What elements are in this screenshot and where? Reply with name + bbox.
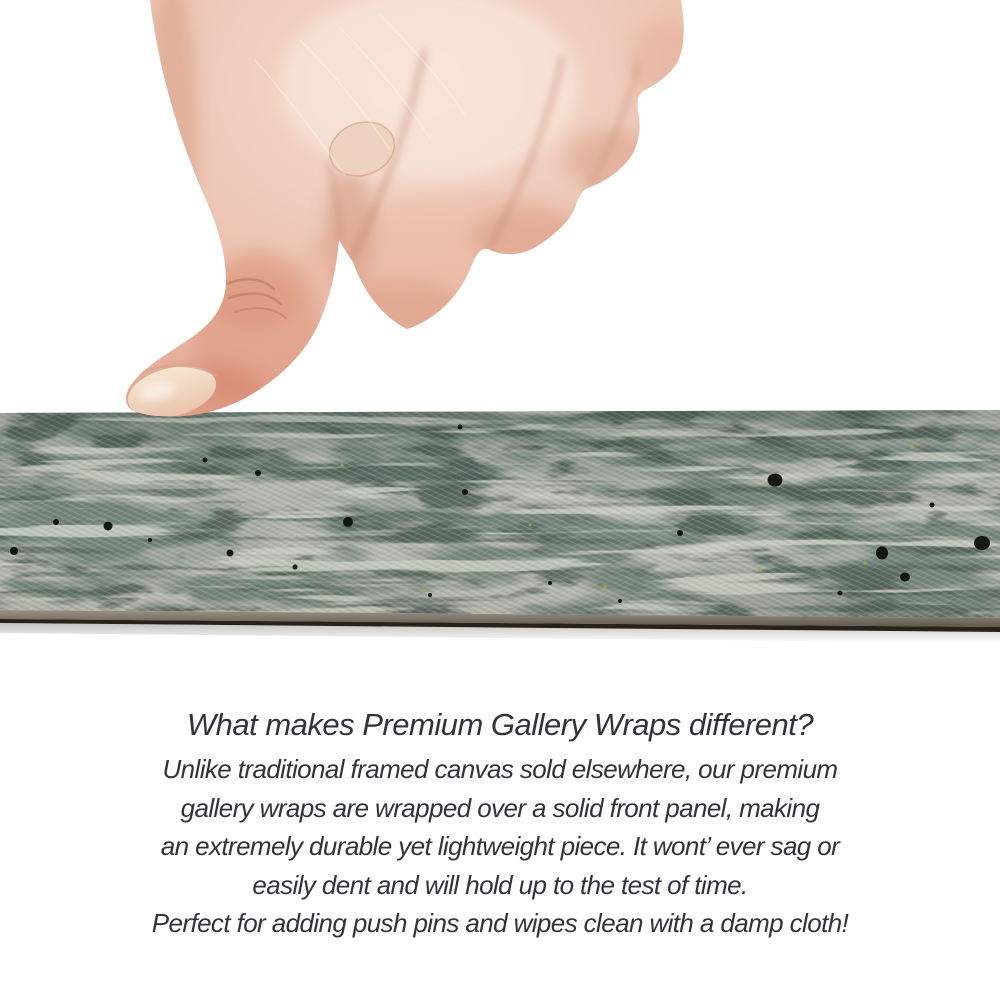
caption-block <box>0 702 1000 943</box>
canvas-strip-graphic <box>0 405 1000 650</box>
caption-line-1: Unlike traditional framed canvas sold elsewhere, our premium <box>162 754 838 784</box>
caption-line-5: Perfect for adding push pins and wipes clean with a damp cloth! <box>151 908 849 938</box>
canvas-strip-photo <box>0 405 1000 650</box>
canvas-face-texture <box>0 405 1000 620</box>
caption-line-4: easily dent and will hold up to the test of time. <box>252 869 748 900</box>
hand-photo <box>115 0 690 420</box>
hand-graphic <box>115 0 690 420</box>
caption-heading: What makes Premium Gallery Wraps different? <box>186 707 814 742</box>
caption-line-2: gallery wraps are wrapped over a solid front panel, making <box>180 792 820 823</box>
caption-line-3: an extremely durable yet lightweight piece. It wont’ ever sag or <box>160 831 840 861</box>
